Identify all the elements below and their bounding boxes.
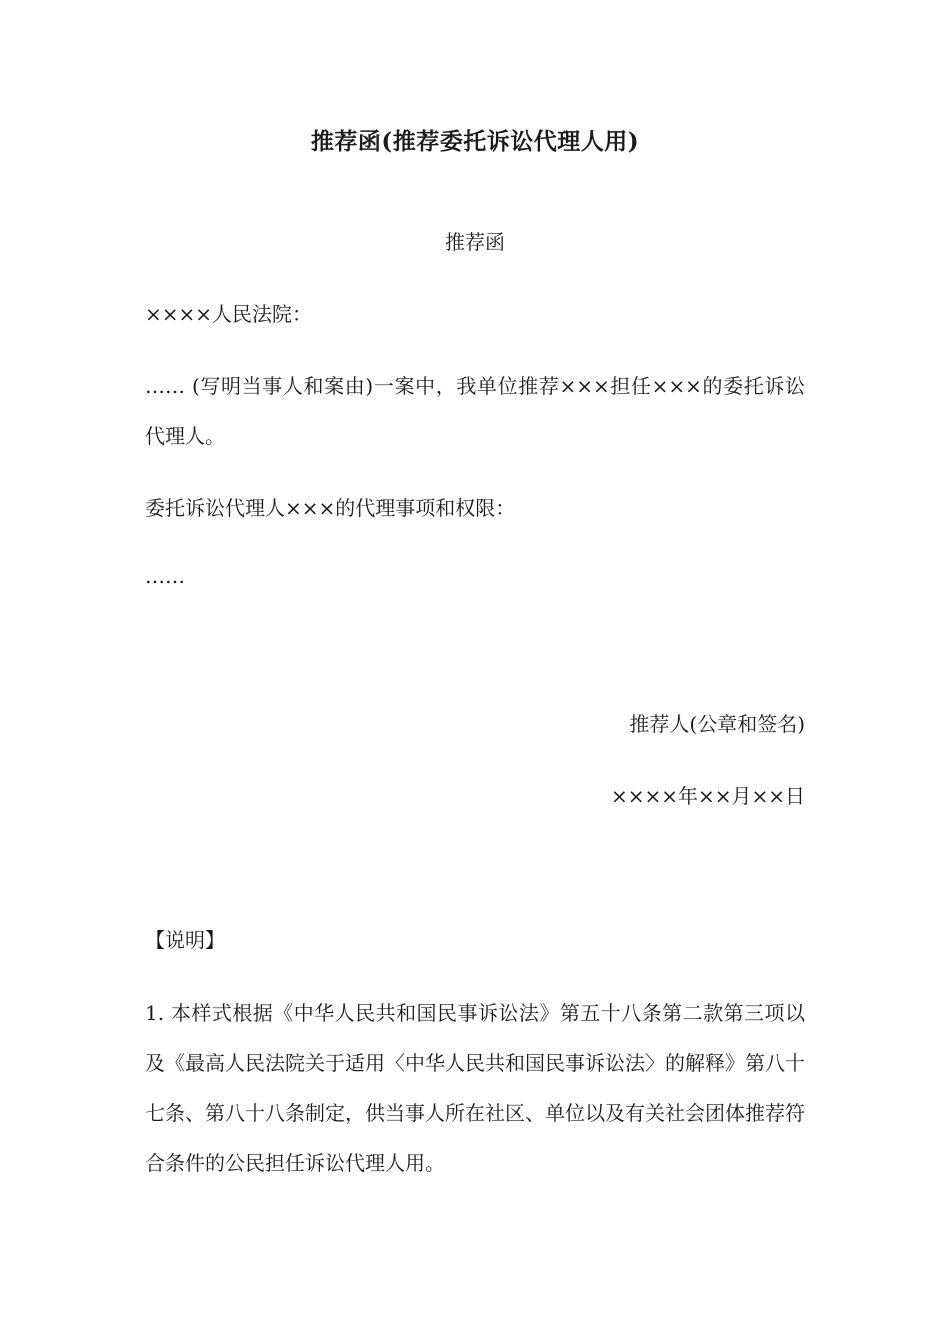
scope-content: …… [145,564,185,588]
date-line: ××××年××月××日 [610,784,805,808]
addressee: ××××人民法院： [145,302,313,326]
letter-heading: 推荐函 [445,230,505,254]
scope-heading: 委托诉讼代理人×××的代理事项和权限： [145,496,516,520]
notes-heading: 【说明】 [145,928,225,952]
document-title: 推荐函(推荐委托诉讼代理人用) [310,128,640,155]
signature-line: 推荐人(公章和签名) [629,712,805,736]
notes-item-1: 1. 本样式根据《中华人民共和国民事诉讼法》第五十八条第二款第三项以及《最高人民法院关于适用〈中华人民共和国民事诉讼法〉的解释》第八十七条、第八十八条制定，供当事人所在社区、单位以及有关社会团体推荐符合条件的公民担任诉讼代理人用。 [145,1001,805,1175]
body-paragraph: …… (写明当事人和案由)一案中，我单位推荐×××担任×××的委托诉讼代理人。 [145,374,805,448]
